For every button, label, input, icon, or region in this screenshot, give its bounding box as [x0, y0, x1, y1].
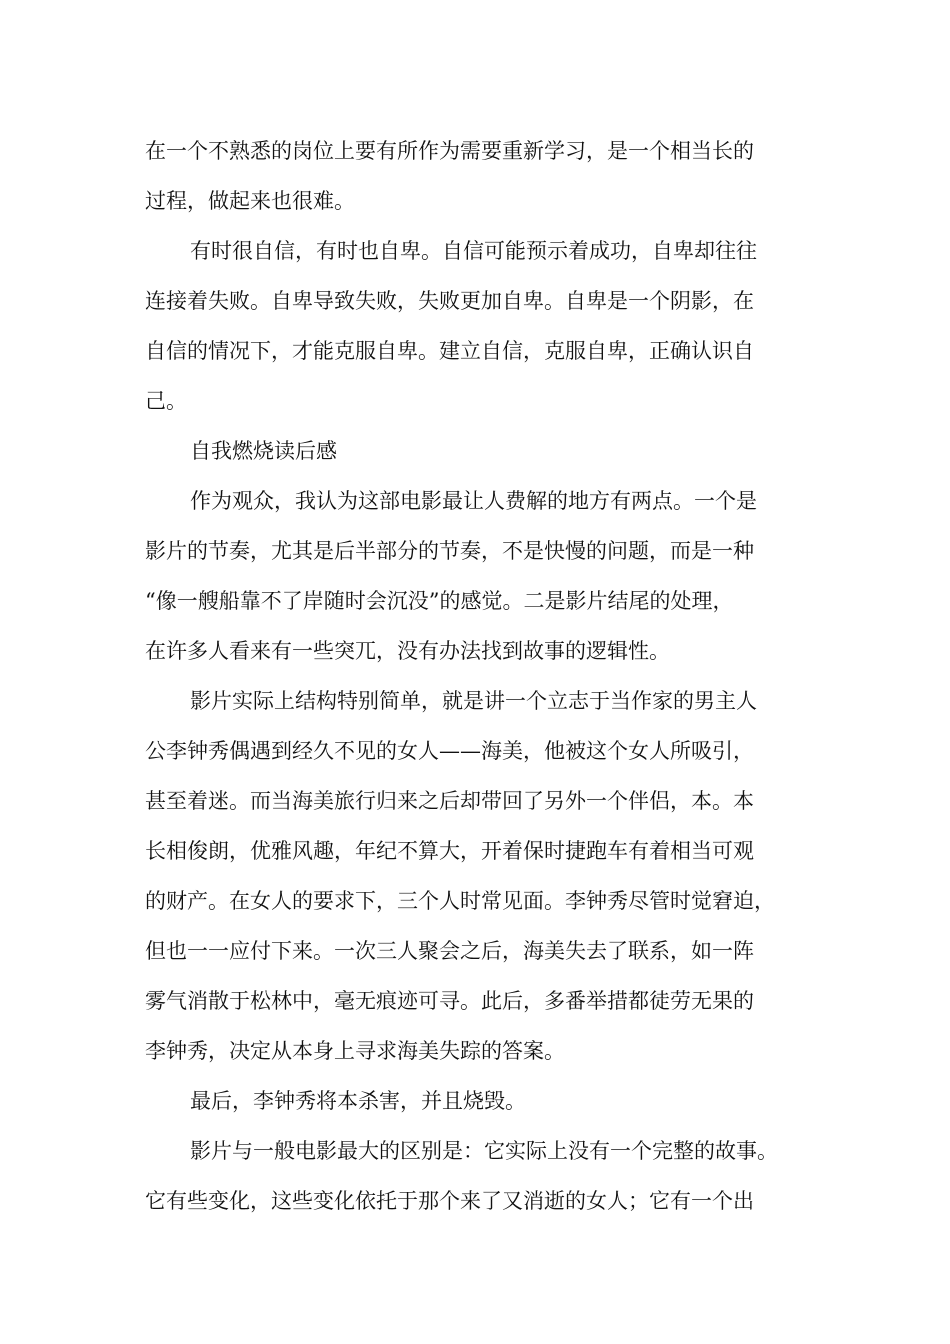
section-heading: 自我燃烧读后感 [190, 439, 337, 463]
text-line-3: 有时很自信，有时也自卑。自信可能预示着成功，自卑却往往 [190, 239, 757, 263]
text-line-6: 己。 [145, 389, 187, 413]
text-line-8: 作为观众，我认为这部电影最让人费解的地方有两点。一个是 [190, 489, 757, 513]
text-line-11: 在许多人看来有一些突兀，没有办法找到故事的逻辑性。 [145, 639, 670, 663]
text-line-1: 在一个不熟悉的岗位上要有所作为需要重新学习，是一个相当长的 [145, 139, 754, 163]
text-line-12: 影片实际上结构特别简单，就是讲一个立志于当作家的男主人 [190, 689, 757, 713]
text-line-2: 过程，做起来也很难。 [145, 189, 355, 213]
text-line-14: 甚至着迷。而当海美旅行归来之后却带回了另外一个伴侣，本。本 [145, 789, 754, 813]
text-line-20: 最后，李钟秀将本杀害，并且烧毁。 [190, 1089, 526, 1113]
text-line-21: 影片与一般电影最大的区别是：它实际上没有一个完整的故事。 [190, 1139, 778, 1163]
text-line-10: “像一艘船靠不了岸随时会沉没”的感觉。二是影片结尾的处理， [145, 589, 734, 613]
text-line-22: 它有些变化，这些变化依托于那个来了又消逝的女人；它有一个出 [145, 1189, 754, 1213]
text-line-9: 影片的节奏，尤其是后半部分的节奏，不是快慢的问题，而是一种 [145, 539, 754, 563]
text-line-4: 连接着失败。自卑导致失败，失败更加自卑。自卑是一个阴影，在 [145, 289, 754, 313]
text-line-16: 的财产。在女人的要求下，三个人时常见面。李钟秀尽管时觉窘迫， [145, 889, 775, 913]
text-line-13: 公李钟秀偶遇到经久不见的女人——海美，他被这个女人所吸引， [145, 739, 754, 763]
text-line-17: 但也一一应付下来。一次三人聚会之后，海美失去了联系，如一阵 [145, 939, 754, 963]
text-line-19: 李钟秀，决定从本身上寻求海美失踪的答案。 [145, 1039, 565, 1063]
text-line-15: 长相俊朗，优雅风趣，年纪不算大，开着保时捷跑车有着相当可观 [145, 839, 754, 863]
text-line-5: 自信的情况下，才能克服自卑。建立自信，克服自卑，正确认识自 [145, 339, 754, 363]
text-line-18: 雾气消散于松林中，毫无痕迹可寻。此后，多番举措都徒劳无果的 [145, 989, 754, 1013]
